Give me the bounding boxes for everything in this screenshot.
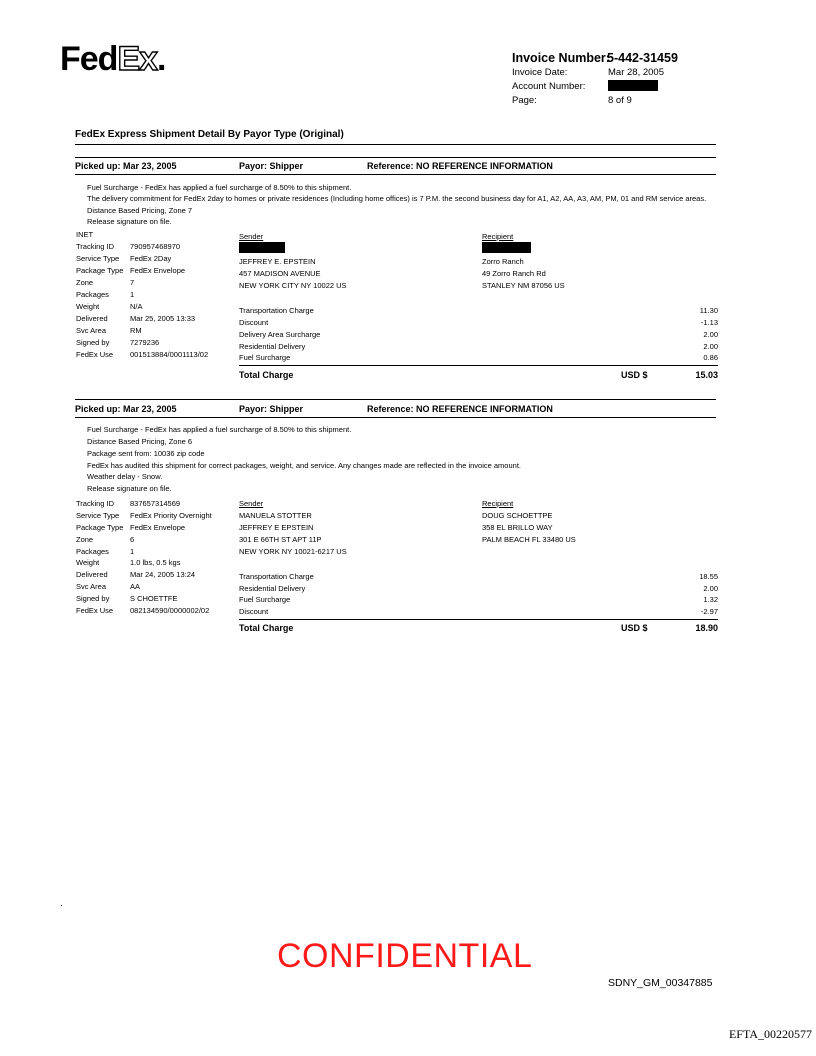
shipment1-fedex-use: 001513884/0001113/02 xyxy=(130,350,209,359)
shipment1-note: The delivery commitment for FedEx 2day to homes or private residences (Including home offices) is 7 P.M. the second business day for A1, A2, AA, A3, AM, PM, 01 and RM service areas. xyxy=(87,194,707,203)
logo-ex: Ex xyxy=(117,40,158,78)
account-number-redaction xyxy=(608,80,658,91)
shipment1-delivered: Mar 25, 2005 13:33 xyxy=(130,314,196,323)
shipment2-note: Distance Based Pricing, Zone 6 xyxy=(87,437,193,446)
shipment1-charge-amount: 2.00 xyxy=(703,330,718,339)
shipment1-charge-name: Fuel Surcharge xyxy=(239,353,291,362)
shipment1-packages-label: Packages xyxy=(76,290,109,299)
section-rule xyxy=(75,144,716,145)
shipment1-top-rule xyxy=(75,157,716,158)
shipment1-weight-label: Weight xyxy=(76,302,100,311)
shipment1-service-type: FedEx 2Day xyxy=(130,254,172,263)
shipment2-charge-amount: 1.32 xyxy=(703,595,718,604)
shipment2-package-type: FedEx Envelope xyxy=(130,523,186,532)
shipment2-charge-amount: -2.97 xyxy=(700,607,718,616)
account-number-label: Account Number: xyxy=(512,81,586,92)
shipment1-sender-line: NEW YORK CITY NY 10022 US xyxy=(239,281,347,290)
shipment2-sender-line: NEW YORK NY 10021-6217 US xyxy=(239,547,347,556)
shipment1-charge-amount: 2.00 xyxy=(703,342,718,351)
shipment1-service-label: Service Type xyxy=(76,254,120,263)
shipment1-recipient-line: 49 Zorro Ranch Rd xyxy=(482,269,546,278)
shipment2-zone-label: Zone xyxy=(76,535,94,544)
shipment1-total-rule xyxy=(239,365,718,366)
shipment1-charge-name: Transportation Charge xyxy=(239,306,314,315)
shipment1-recipient-redaction xyxy=(482,242,531,253)
shipment1-zone-label: Zone xyxy=(76,278,94,287)
shipment2-package-label: Package Type xyxy=(76,523,124,532)
shipment2-svc-area: AA xyxy=(130,582,141,591)
shipment1-fedex-use-label: FedEx Use xyxy=(76,350,114,359)
shipment1-payor: Payor: Shipper xyxy=(239,161,304,171)
shipment2-currency: USD $ xyxy=(621,623,648,633)
shipment2-charge-name: Discount xyxy=(239,607,269,616)
shipment1-zone: 7 xyxy=(130,278,135,287)
shipment1-tracking-id: 790957468970 xyxy=(130,242,181,251)
shipment1-charge-name: Residential Delivery xyxy=(239,342,306,351)
shipment1-package-type: FedEx Envelope xyxy=(130,266,186,275)
shipment2-top-rule xyxy=(75,399,716,400)
shipment1-inet: INET xyxy=(76,230,94,239)
shipment2-sender-line: JEFFREY E EPSTEIN xyxy=(239,523,314,532)
shipment2-tracking-id: 837657314569 xyxy=(130,499,181,508)
shipment1-charge-name: Delivery Area Surcharge xyxy=(239,330,321,339)
shipment2-recipient-line: 358 EL BRILLO WAY xyxy=(482,523,553,532)
shipment1-charge-amount: 11.30 xyxy=(699,306,718,315)
shipment1-note: Release signature on file. xyxy=(87,217,172,226)
shipment2-recipient-line: PALM BEACH FL 33480 US xyxy=(482,535,576,544)
shipment1-charge-name: Discount xyxy=(239,318,269,327)
shipment2-sender-line: MANUELA STOTTER xyxy=(239,511,312,520)
shipment1-sender-line: JEFFREY E. EPSTEIN xyxy=(239,257,316,266)
shipment1-recipient-heading: Recipient xyxy=(482,232,514,241)
shipment2-charge-name: Transportation Charge xyxy=(239,572,314,581)
shipment1-sender-heading: Sender xyxy=(239,232,264,241)
shipment2-sender-heading: Sender xyxy=(239,499,264,508)
shipment1-header-rule xyxy=(75,174,716,175)
shipment2-service-type: FedEx Priority Overnight xyxy=(130,511,212,520)
shipment2-total: 18.90 xyxy=(695,623,718,633)
invoice-number-label: Invoice Number: xyxy=(512,51,610,65)
shipment2-packages-label: Packages xyxy=(76,547,109,556)
shipment1-note: Distance Based Pricing, Zone 7 xyxy=(87,206,193,215)
invoice-date: Mar 28, 2005 xyxy=(608,67,664,78)
bates-number: SDNY_GM_00347885 xyxy=(608,977,713,989)
shipment1-weight: N/A xyxy=(130,302,143,311)
shipment2-reference: Reference: NO REFERENCE INFORMATION xyxy=(367,404,553,414)
shipment2-note: FedEx has audited this shipment for correct packages, weight, and service. Any changes made are reflected in the invoice amount. xyxy=(87,461,521,470)
shipment1-recipient-line: Zorro Ranch xyxy=(482,257,524,266)
shipment1-total: 15.03 xyxy=(695,370,718,380)
shipment2-charge-amount: 2.00 xyxy=(703,584,718,593)
shipment2-fedex-use: 082134590/0000002/02 xyxy=(130,606,210,615)
section-title: FedEx Express Shipment Detail By Payor Type (Original) xyxy=(75,129,344,140)
shipment2-signed-by: S CHOETTFE xyxy=(130,594,178,603)
stray-dot: . xyxy=(60,898,63,909)
shipment2-note: Fuel Surcharge - FedEx has applied a fuel surcharge of 8.50% to this shipment. xyxy=(87,425,352,434)
shipment2-tracking-label: Tracking ID xyxy=(76,499,115,508)
shipment1-note: Fuel Surcharge - FedEx has applied a fuel surcharge of 8.50% to this shipment. xyxy=(87,183,352,192)
shipment1-signed-label: Signed by xyxy=(76,338,110,347)
shipment1-picked-up: Picked up: Mar 23, 2005 xyxy=(75,161,177,171)
efta-number: EFTA_00220577 xyxy=(728,1027,812,1041)
page-label: Page: xyxy=(512,95,537,106)
shipment2-sender-line: 301 E 66TH ST APT 11P xyxy=(239,535,322,544)
shipment1-package-label: Package Type xyxy=(76,266,124,275)
logo-fed: Fed xyxy=(60,40,118,78)
shipment2-total-label: Total Charge xyxy=(239,623,294,633)
shipment2-note: Release signature on file. xyxy=(87,484,172,493)
shipment1-reference: Reference: NO REFERENCE INFORMATION xyxy=(367,161,553,171)
shipment1-charge-amount: -1.13 xyxy=(700,318,718,327)
shipment2-picked-up: Picked up: Mar 23, 2005 xyxy=(75,404,177,414)
shipment1-charge-amount: 0.86 xyxy=(703,353,718,362)
invoice-date-label: Invoice Date: xyxy=(512,67,568,78)
shipment2-weight: 1.0 lbs, 0.5 kgs xyxy=(130,558,181,567)
fedex-logo xyxy=(60,42,166,76)
shipment2-zone: 6 xyxy=(130,535,135,544)
confidential-stamp: CONFIDENTIAL xyxy=(277,937,533,975)
shipment2-total-rule xyxy=(239,619,718,620)
shipment2-packages: 1 xyxy=(130,547,135,556)
shipment2-recipient-line: DOUG SCHOETTPE xyxy=(482,511,553,520)
shipment1-svc-area-label: Svc Area xyxy=(76,326,107,335)
shipment2-recipient-heading: Recipient xyxy=(482,499,514,508)
page-number: 8 of 9 xyxy=(608,95,632,106)
shipment1-svc-area: RM xyxy=(130,326,142,335)
shipment2-service-label: Service Type xyxy=(76,511,120,520)
invoice-number: 5-442-31459 xyxy=(607,51,678,65)
shipment2-delivered-label: Delivered xyxy=(76,570,108,579)
shipment2-charge-amount: 18.55 xyxy=(699,572,718,581)
shipment2-fedex-use-label: FedEx Use xyxy=(76,606,114,615)
shipment1-signed-by: 7279236 xyxy=(130,338,160,347)
shipment2-signed-label: Signed by xyxy=(76,594,110,603)
shipment1-currency: USD $ xyxy=(621,370,648,380)
shipment2-note: Weather delay - Snow. xyxy=(87,472,163,481)
shipment2-charge-name: Fuel Surcharge xyxy=(239,595,291,604)
shipment1-tracking-label: Tracking ID xyxy=(76,242,115,251)
shipment2-svc-area-label: Svc Area xyxy=(76,582,107,591)
shipment1-packages: 1 xyxy=(130,290,135,299)
shipment2-weight-label: Weight xyxy=(76,558,100,567)
shipment2-charge-name: Residential Delivery xyxy=(239,584,306,593)
shipment1-delivered-label: Delivered xyxy=(76,314,108,323)
shipment2-delivered: Mar 24, 2005 13:24 xyxy=(130,570,196,579)
shipment1-recipient-line: STANLEY NM 87056 US xyxy=(482,281,565,290)
shipment1-total-label: Total Charge xyxy=(239,370,294,380)
logo-dot: . xyxy=(157,40,166,78)
shipment2-note: Package sent from: 10036 zip code xyxy=(87,449,205,458)
shipment2-payor: Payor: Shipper xyxy=(239,404,304,414)
shipment2-header-rule xyxy=(75,417,716,418)
shipment1-sender-redaction xyxy=(239,242,285,253)
shipment1-sender-line: 457 MADISON AVENUE xyxy=(239,269,321,278)
